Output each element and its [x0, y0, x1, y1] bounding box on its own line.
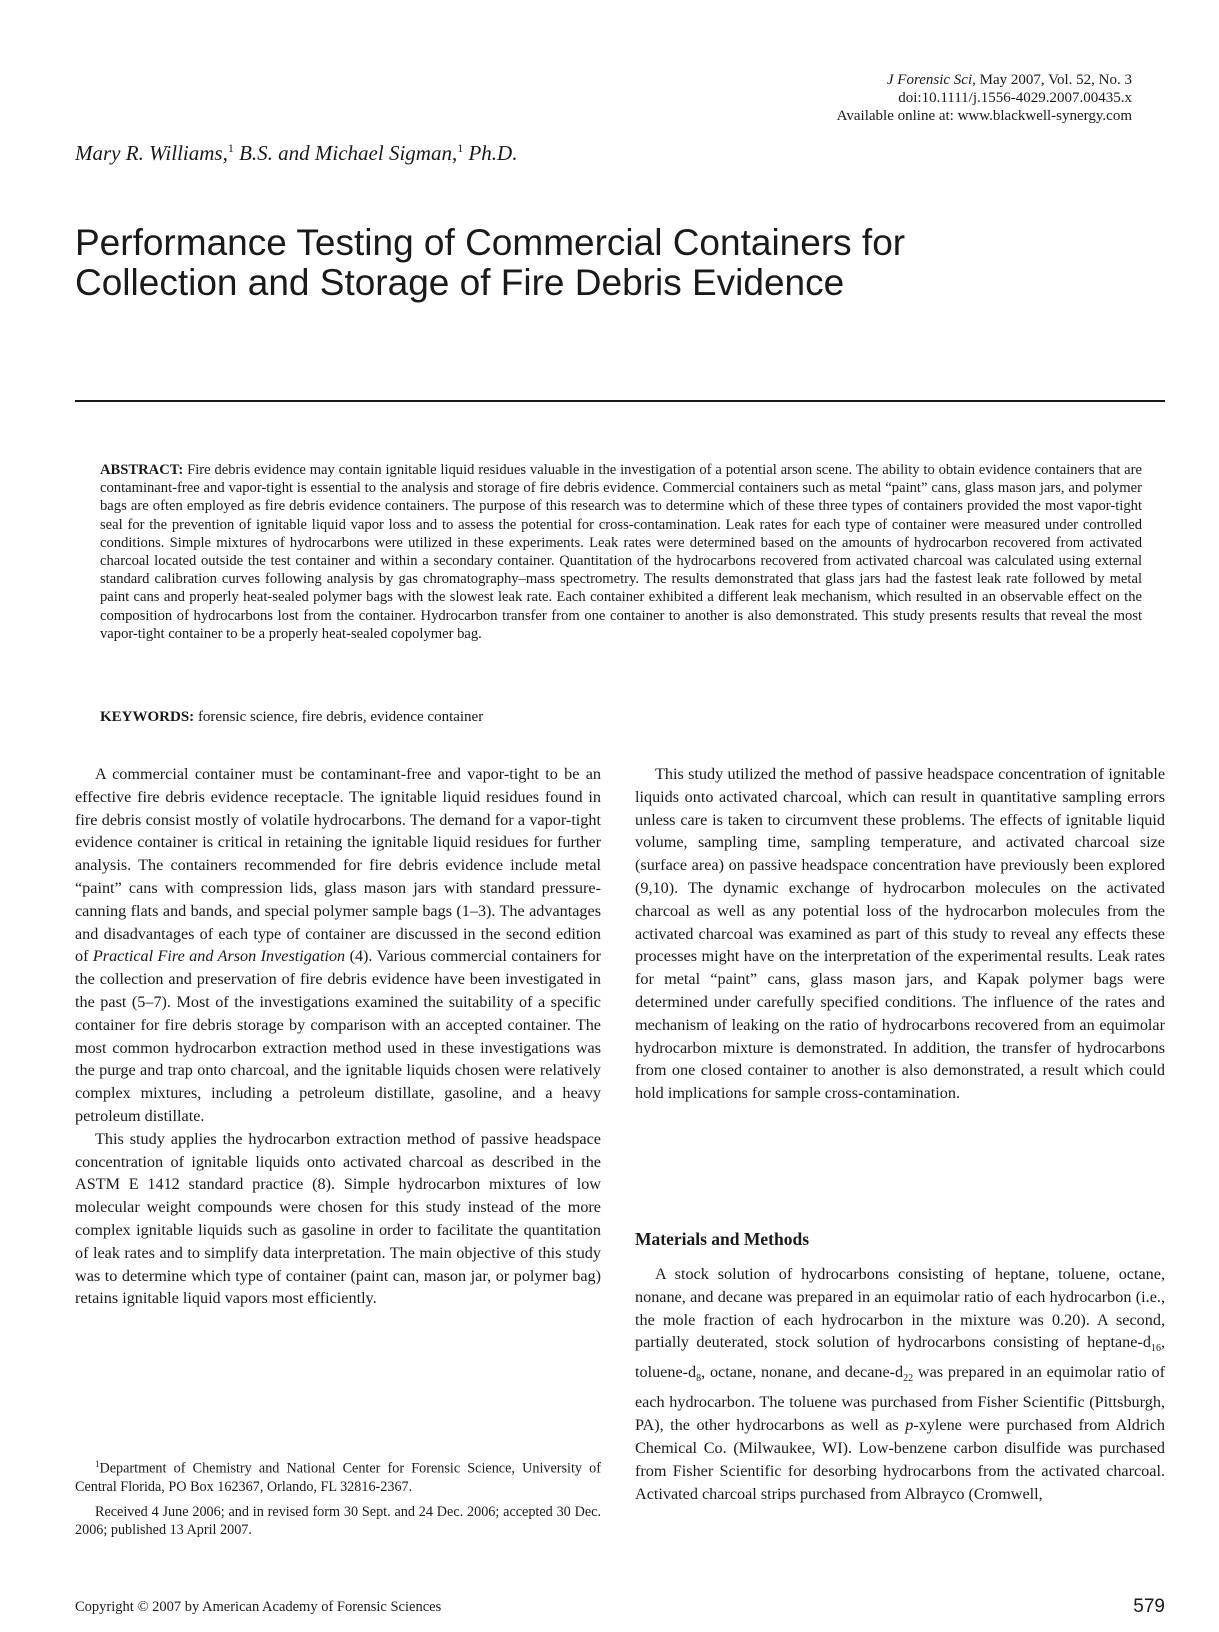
methods-text-d: was prepared in an equimolar ratio of each hydrocarbon. The toluene was purchased from Fisher Scientific (Pittsburgh, PA), the other hydrocarbons as well as	[635, 1363, 1165, 1435]
subscript-16: 16	[1150, 1343, 1161, 1355]
copyright-holder: 2007 by American Academy of Forensic Sciences	[152, 1599, 442, 1615]
book-title: Practical Fire and Arson Investigation	[92, 947, 346, 966]
author-2-degree: Ph.D.	[468, 141, 518, 165]
author-2-affiliation-mark: 1	[457, 141, 464, 155]
affiliation-text: Department of Chemistry and National Center for Forensic Science, University of Central Florida, PO Box 162367, Orlando, FL 32816-2367.	[75, 1460, 601, 1495]
footnotes	[75, 1455, 601, 1546]
author-1-affiliation-mark: 1	[227, 141, 234, 155]
footnote-mark: 1	[95, 1459, 100, 1469]
intro-p1-text-b: (4). Various commercial containers for the collection and preservation of fire debris evidence have been investigated in the past (5–7). Most of the investigations examined the suitability of a specific container for fire debris storage by comparison with an accepted container. The most common hydrocarbon extraction method used in these investigations was the purge and trap onto charcoal, and the ignitable liquids chosen were relatively complex mixtures, including a petroleum distillate, gasoline, and a heavy petroleum distillate.	[75, 947, 602, 1125]
subscript-8: 8	[696, 1373, 702, 1385]
authors	[75, 141, 517, 166]
para-prefix: p	[905, 1416, 914, 1435]
copyright	[75, 1599, 441, 1616]
journal-doi: doi:10.1111/j.1556-4029.2007.00435.x	[898, 90, 1132, 106]
journal-name: J Forensic Sci,	[886, 72, 976, 88]
intro-paragraph-2: This study applies the hydrocarbon extraction method of passive headspace concentration of ignitable liquids onto activated charcoal as described in the ASTM E 1412 standard practice (8). Simple hydrocarbon mixtures of low molecular weight compounds were chosen for this study instead of the more complex ignitable liquids such as gasoline in order to facilitate the quantitation of leak rates and to simplify data interpretation. The main objective of this study was to determine which type of container (paint can, mason jar, or polymer bag) retains ignitable liquid vapors most efficiently.	[75, 1129, 601, 1308]
author-1: Mary R. Williams,	[75, 141, 228, 165]
intro-p1-text-a: A commercial container must be contaminant-free and vapor-tight to be an effective fire debris evidence receptacle. The ignitable liquid residues found in fire debris consist mostly of volatile hydrocarbons. The demand for a vapor-tight evidence container is critical in retaining the ignitable liquid residues for further analysis. The containers recommended for fire debris evidence include metal “paint” cans with compression lids, glass mason jars with standard pressure-canning flats and bands, and special polymer sample bags (1–3). The advantages and disadvantages of each type of container are discussed in the second edition of	[75, 765, 601, 966]
keywords	[100, 709, 483, 726]
methods-text-e: -xylene were purchased from Aldrich Chemical Co. (Milwaukee, WI). Low-benzene carbon disulfide was purchased from Fisher Scientific for desorbing hydrocarbons from the activated charcoal. Activated charcoal strips purchased from Albrayco (Cromwell,	[635, 1416, 1165, 1503]
journal-header	[837, 71, 1132, 125]
copyright-label: Copyright	[75, 1599, 134, 1615]
section-heading: Materials and Methods	[635, 1229, 810, 1249]
journal-issue: May 2007, Vol. 52, No. 3	[979, 72, 1132, 88]
methods-text-b: , toluene-d	[635, 1333, 1165, 1382]
keywords-label: KEYWORDS:	[100, 709, 195, 725]
column-left	[75, 763, 601, 1310]
paper-title: Performance Testing of Commercial Containers for Collection and Storage of Fire Debris Evidence	[75, 222, 906, 303]
abstract	[100, 461, 1142, 643]
author-1-degree-and-author-2: B.S. and Michael Sigman,	[239, 141, 458, 165]
page-number: 579	[1133, 1596, 1165, 1617]
received-footnote: Received 4 June 2006; and in revised form 30 Sept. and 24 Dec. 2006; accepted 30 Dec. 2006; published 13 April 2007.	[75, 1503, 601, 1538]
title-divider	[75, 400, 1165, 402]
methods-paragraph-1	[635, 1263, 1165, 1505]
subscript-22: 22	[903, 1373, 914, 1385]
intro-paragraph-1	[75, 763, 601, 1128]
intro-paragraph-3: This study utilized the method of passive headspace concentration of ignitable liquids onto activated charcoal, which can result in quantitative sampling errors unless care is taken to circumvent these problems. The effects of ignitable liquid volume, sampling time, sampling temperature, and activated charcoal size (surface area) on passive headspace concentration have previously been explored (9,10). The dynamic exchange of hydrocarbon molecules on the activated charcoal as well as any potential loss of the hydrocarbon molecules from the activated charcoal was examined as part of this study to reveal any effects these processes might have on the interpretation of the experimental results. Leak rates for metal “paint” cans, glass mason jars, and Kapak polymer bags were determined under carefully specified conditions. The influence of the rates and mechanism of leaking on the ratio of hydrocarbons recovered from an equimolar hydrocarbon mixture is demonstrated. In addition, the transfer of hydrocarbons from one closed container to another is also demonstrated, a result which could hold implications for sample cross-contamination.	[635, 765, 1165, 1103]
keywords-text: forensic science, fire debris, evidence container	[197, 709, 484, 725]
abstract-label: ABSTRACT:	[100, 462, 184, 478]
column-right	[635, 763, 1165, 1105]
methods-text-c: , octane, nonane, and decane-d	[701, 1363, 904, 1382]
copyright-icon: ©	[137, 1599, 149, 1615]
journal-online: Available online at: www.blackwell-synergy.com	[836, 108, 1132, 124]
abstract-text: Fire debris evidence may contain ignitable liquid residues valuable in the investigation of a potential arson scene. The ability to obtain evidence containers that are contaminant-free and vapor-tight is essential to the analysis and storage of fire debris evidence. Commercial containers such as metal “paint” cans, glass mason jars, and polymer bags are often employed as fire debris evidence containers. The purpose of this research was to determine which of these three types of containers provided the most vapor-tight seal for the prevention of ignitable liquid vapor loss and to assess the potential for cross-contamination. Leak rates for each type of container were measured under controlled conditions. Simple mixtures of hydrocarbons were utilized in these experiments. Leak rates were determined based on the amounts of hydrocarbon recovered from activated charcoal located outside the test container and within a secondary container. Quantitation of the hydrocarbons recovered from activated charcoal was calculated using external standard calibration curves following analysis by gas chromatography–mass spectrometry. The results demonstrated that glass jars had the fastest leak rate followed by metal paint cans and properly heat-sealed polymer bags with the slowest leak rate. Each container exhibited a different leak mechanism, which resulted in an observable effect on the composition of hydrocarbons lost from the container. Hydrocarbon transfer from one container to another is also demonstrated. This study presents results that reveal the most vapor-tight container to be a properly heat-sealed copolymer bag.	[100, 462, 1142, 642]
methods-text-a: A stock solution of hydrocarbons consisting of heptane, toluene, octane, nonane, and decane was prepared in an equimolar ratio of each hydrocarbon (i.e., the mole fraction of each hydrocarbon in the mixture was 0.20). A second, partially deuterated, stock solution of hydrocarbons consisting of heptane-d	[635, 1265, 1165, 1352]
affiliation-footnote	[75, 1455, 601, 1496]
methods-text	[635, 1263, 1165, 1505]
